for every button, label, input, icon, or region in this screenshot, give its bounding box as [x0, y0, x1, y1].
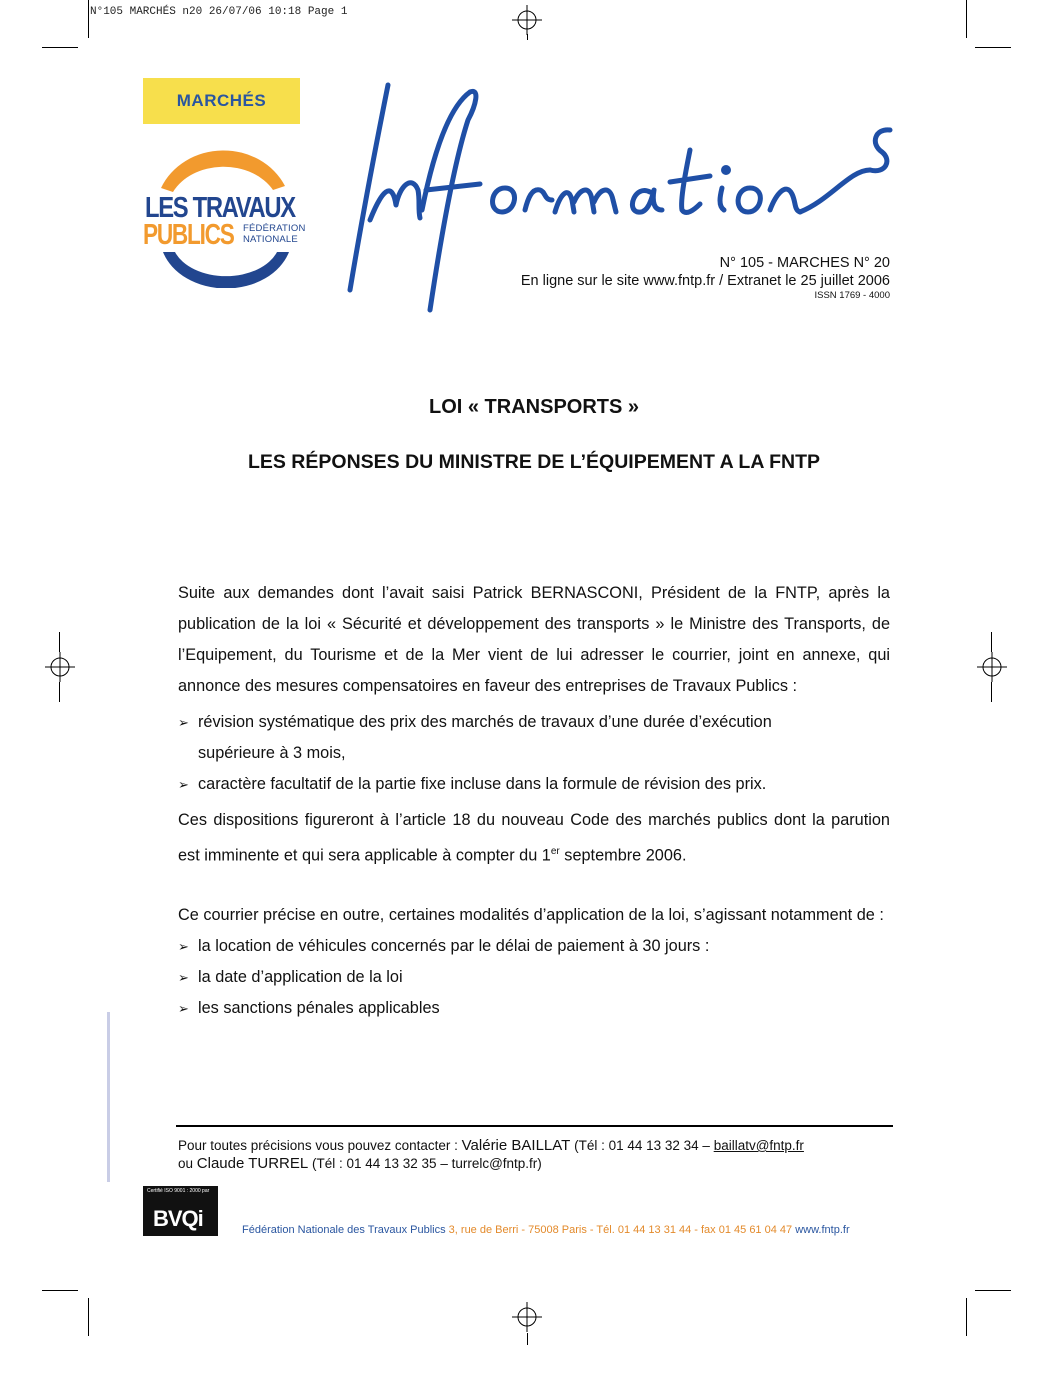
ordinal-suffix: er	[550, 846, 560, 857]
side-legal-mark-icon	[102, 1012, 116, 1182]
crop-mark	[991, 682, 992, 702]
contact-block	[178, 1137, 804, 1173]
contact-tel-2: (Tél : 01 44 13 32 35 – turrelc@fntp.fr)	[308, 1156, 542, 1171]
list-item-text: les sanctions pénales applicables	[198, 999, 440, 1018]
footer-url[interactable]: www.fntp.fr	[795, 1224, 850, 1236]
crop-mark	[527, 1333, 528, 1345]
arrow-bullet-icon: ➢	[178, 1001, 189, 1017]
crop-mark	[975, 47, 1011, 48]
crop-mark	[966, 1298, 967, 1336]
registration-mark-icon	[512, 5, 542, 35]
printer-slug: N°105 MARCHÉS n20 26/07/06 10:18 Page 1	[90, 6, 348, 18]
contact-name-2: Claude TURREL	[196, 1155, 309, 1172]
registration-mark-icon	[977, 652, 1007, 682]
logo-federation	[243, 223, 306, 245]
online-availability: En ligne sur le site www.fntp.fr / Extranet le 25 juillet 2006	[520, 273, 890, 289]
issue-info	[521, 254, 890, 302]
logo-fed-line-1: FÉDÉRATION	[243, 223, 306, 234]
cert-caption: Certifié ISO 9001 : 2000 par	[147, 1188, 210, 1194]
document-title: LOI « TRANSPORTS »	[428, 396, 640, 418]
list-item-text: la location de véhicules concernés par le délai de paiement à 30 jours :	[198, 937, 710, 956]
contact-email-link[interactable]: baillatv@fntp.fr	[713, 1138, 804, 1153]
crop-mark	[991, 632, 992, 652]
contact-tel-1: (Tél : 01 44 13 32 34 –	[570, 1138, 714, 1153]
document-body	[178, 578, 890, 1024]
issn: ISSN 1769 - 4000	[814, 290, 890, 301]
dispositions-paragraph	[178, 805, 890, 871]
crop-mark	[88, 0, 89, 38]
contact-or: ou	[178, 1156, 197, 1171]
registration-mark-icon	[512, 1302, 542, 1332]
footer	[242, 1224, 850, 1236]
contact-line-2	[178, 1155, 804, 1173]
arrow-bullet-icon: ➢	[178, 777, 189, 792]
registration-mark-icon	[45, 652, 75, 682]
list-item	[178, 769, 890, 800]
list-item-text: la date d’application de la loi	[198, 968, 403, 987]
list-item-text: caractère facultatif de la partie fixe incluse dans la formule de révision des prix.	[198, 775, 767, 793]
footer-address: 3, rue de Berri - 75008 Paris - Tél. 01 44 13 31 44 - fax 01 45 61 04 47	[448, 1224, 796, 1236]
logo-line-1: LES TRAVAUX	[145, 192, 295, 224]
section-tag-label: MARCHÉS	[176, 91, 267, 110]
dispositions-text-end: septembre 2006.	[559, 846, 687, 865]
crop-mark	[966, 0, 967, 38]
crop-mark	[59, 682, 60, 702]
contact-name-1: Valérie BAILLAT	[461, 1137, 571, 1154]
cert-mark: BVQi	[153, 1206, 203, 1231]
fntp-logo	[143, 148, 305, 288]
courrier-paragraph: Ce courrier précise en outre, certaines modalités d’application de la loi, s’agissant notamment de :	[178, 906, 884, 925]
crop-mark	[59, 632, 60, 652]
logo-line-2: PUBLICS	[143, 219, 234, 251]
intro-paragraph: Suite aux demandes dont l’avait saisi Patrick BERNASCONI, Président de la FNTP, après la publication de la loi « Sécurité et développement des transports » le Ministre des Transports, de l’Equipement, du Tourisme et de la Mer vient de lui adresser le courrier, joint en annexe, qui annonce des mesures compensatoires en faveur des entreprises de Travaux Publics :	[178, 584, 890, 695]
document-subtitle: LES RÉPONSES DU MINISTRE DE L’ÉQUIPEMENT A LA FNTP	[247, 451, 821, 473]
modalites-list	[178, 931, 890, 1024]
contact-line-1	[178, 1137, 804, 1155]
arrow-bullet-icon: ➢	[178, 939, 189, 955]
issue-number: N° 105 - MARCHES N° 20	[719, 255, 890, 271]
bvqi-certification-logo	[143, 1186, 218, 1236]
list-item-text: supérieure à 3 mois,	[198, 744, 346, 762]
list-item-text: révision systématique des prix des marchés de travaux d’une durée d’exécution	[198, 713, 772, 731]
list-item	[178, 931, 890, 962]
arrow-bullet-icon: ➢	[178, 970, 189, 986]
measures-list	[178, 707, 890, 800]
list-item-continuation	[178, 738, 890, 769]
logo-fed-line-2: NATIONALE	[243, 234, 298, 245]
divider	[176, 1125, 893, 1127]
arrow-bullet-icon: ➢	[178, 715, 189, 730]
section-tag	[143, 78, 300, 124]
crop-mark	[88, 1298, 89, 1336]
crop-mark	[527, 34, 528, 40]
footer-org: Fédération Nationale des Travaux Publics	[242, 1224, 449, 1236]
list-item	[178, 993, 890, 1024]
crop-mark	[975, 1290, 1011, 1291]
list-item	[178, 962, 890, 993]
list-item	[178, 707, 890, 738]
crop-mark	[42, 47, 78, 48]
contact-lead: Pour toutes précisions vous pouvez contacter :	[178, 1138, 462, 1153]
dispositions-text: Ces dispositions figureront à l’article 18 du nouveau Code des marchés publics dont la parution est imminente et qui sera applicable à compter du 1	[178, 811, 890, 865]
crop-mark	[42, 1290, 78, 1291]
